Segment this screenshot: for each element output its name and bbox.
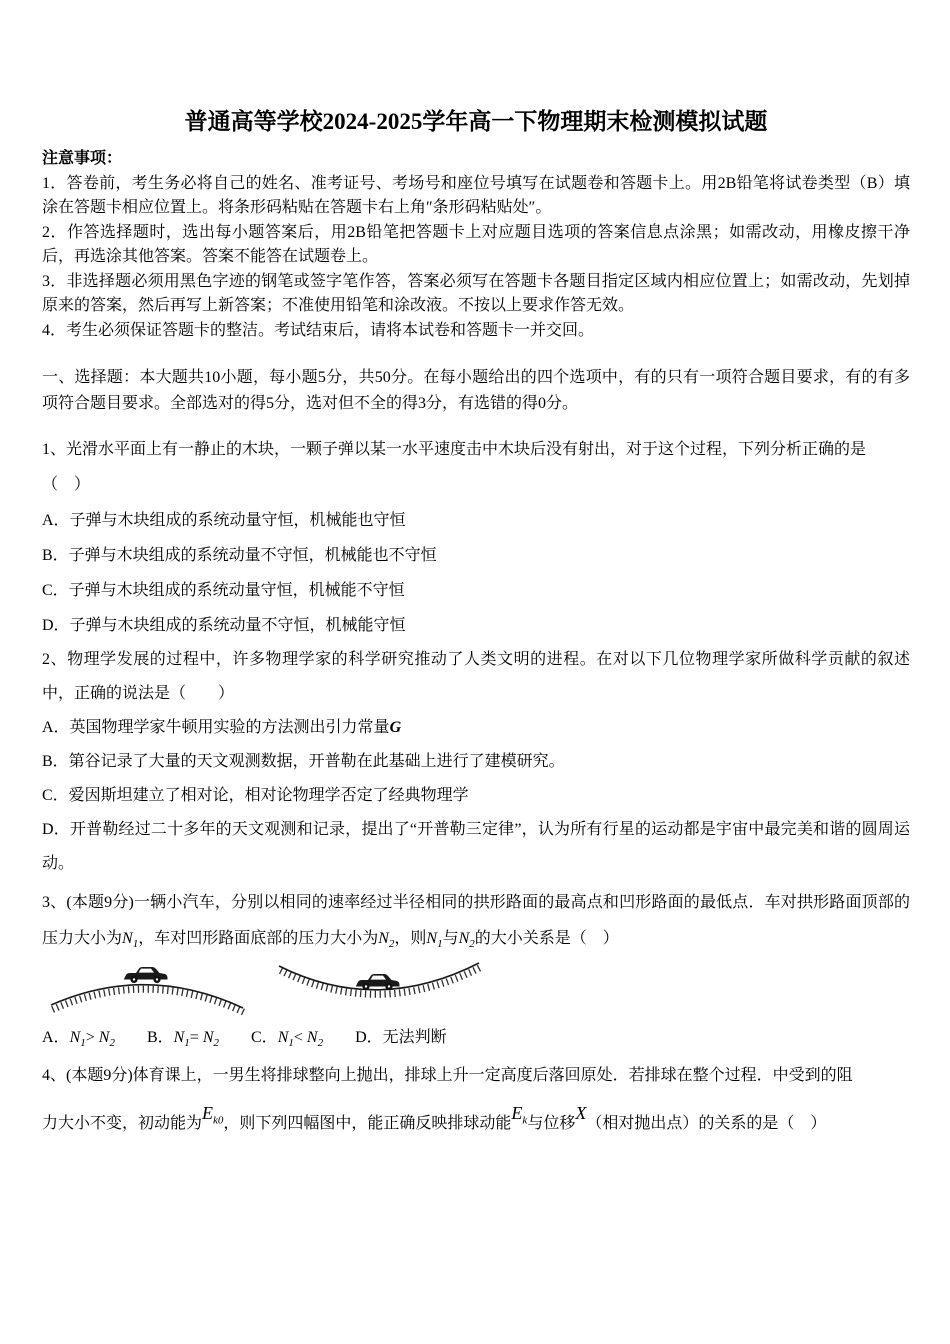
notice-heading: 注意事项： xyxy=(42,150,123,167)
convex-road xyxy=(51,967,245,1013)
question-1-option-b: B．子弹与木块组成的系统动量不守恒，机械能也不守恒 xyxy=(42,547,437,564)
car-icon xyxy=(356,974,400,990)
question-3 xyxy=(42,885,910,1055)
question-4-stem-line1: 4、(本题9分)体育课上，一男生将排球整向上抛出，排球上升一定高度后落回原处．若排球在整个过程．中受到的阻 xyxy=(42,1067,853,1084)
question-1-option-d: D．子弹与木块组成的系统动量不守恒，机械能守恒 xyxy=(42,617,406,634)
notice-item-1: 1．答卷前，考生务必将自己的姓名、准考证号、考场号和座位号填写在试题卷和答题卡上。用2B铅笔将试卷类型（B）填涂在答题卡相应位置上。将条形码粘贴在答题卡右上角″条形码粘贴处″。 xyxy=(42,174,910,216)
section-one-intro: 一、选择题：本大题共10小题，每小题5分，共50分。在每小题给出的四个选项中，有的只有一项符合题目要求，有的有多项符合题目要求。全部选对的得5分，选对但不全的得3分，有选错的得0分。 xyxy=(42,369,910,412)
car-icon xyxy=(124,967,168,983)
question-2-option-b: B．第谷记录了大量的天文观测数据，开普勒在此基础上进行了建模研究。 xyxy=(42,753,565,770)
notice-item-2: 2．作答选择题时，选出每小题答案后，用2B铅笔把答题卡上对应题目选项的答案信息点涂黑；如需改动，用橡皮擦干净后，再选涂其他答案。答案不能答在试题卷上。 xyxy=(42,223,910,265)
question-2-option-c: C．爱因斯坦建立了相对论，相对论物理学否定了经典物理学 xyxy=(42,787,469,804)
notice-item-4: 4．考生必须保证答题卡的整洁。考试结束后，请将本试卷和答题卡一并交回。 xyxy=(42,321,595,339)
question-4 xyxy=(42,1059,910,1141)
question-1-stem: 1、光滑水平面上有一静止的木块，一颗子弹以某一水平速度击中木块后没有射出，对于这个过程，下列分析正确的是 xyxy=(42,441,867,458)
question-4-stem-line2: 力大小不变，初动能为$E_{k0}$，则下列四幅图中，能正确反映排球动能$E_k$与位移X（相对抛出点）的关系的是（ ） xyxy=(42,1103,827,1132)
question-2-option-a: A．英国物理学家牛顿用实验的方法测出引力常量G xyxy=(42,719,402,736)
question-3-options-row: A．$N_1> N_2$ B．$N_1= N_2$ C．$N_1< N_2$ D．无法判断 xyxy=(42,1029,447,1050)
question-1-answer-brackets: （ ） xyxy=(42,476,91,493)
question-3-stem: 3、(本题9分)一辆小汽车，分别以相同的速率经过半径相同的拱形路面的最高点和凹形路面的最低点．车对拱形路面顶部的压力大小为$N_1$，车对凹形路面底部的压力大小为$N_2$，则$N_1$与$N_2$的大小关系是（ ） xyxy=(42,894,910,951)
question-1-option-c: C．子弹与木块组成的系统动量守恒，机械能不守恒 xyxy=(42,582,405,599)
question-2-stem: 2、物理学发展的过程中，许多物理学家的科学研究推动了人类文明的进程。在对以下几位物理学家所做科学贡献的叙述中，正确的说法是（ ） xyxy=(42,651,910,702)
question-1 xyxy=(42,433,910,643)
question-2-option-d: D．开普勒经过二十多年的天文观测和记录，提出了“开普勒三定律”，认为所有行星的运动都是宇宙中最完美和谐的圆周运动。 xyxy=(42,821,910,872)
exam-title: 普通高等学校2024-2025学年高一下物理期末检测模拟试题 xyxy=(184,109,768,134)
question-2 xyxy=(42,643,910,881)
road-figure xyxy=(46,959,486,1021)
concave-road xyxy=(279,963,481,994)
notice-section xyxy=(42,147,910,343)
notice-item-3: 3．非选择题必须用黑色字迹的钢笔或签字笔作答，答案必须写在答题卡各题目指定区域内相应位置上；如需改动，先划掉原来的答案，然后再写上新答案；不准使用铅笔和涂改液。不按以上要求作答无效。 xyxy=(42,272,910,314)
question-1-option-a: A．子弹与木块组成的系统动量守恒，机械能也守恒 xyxy=(42,512,406,529)
